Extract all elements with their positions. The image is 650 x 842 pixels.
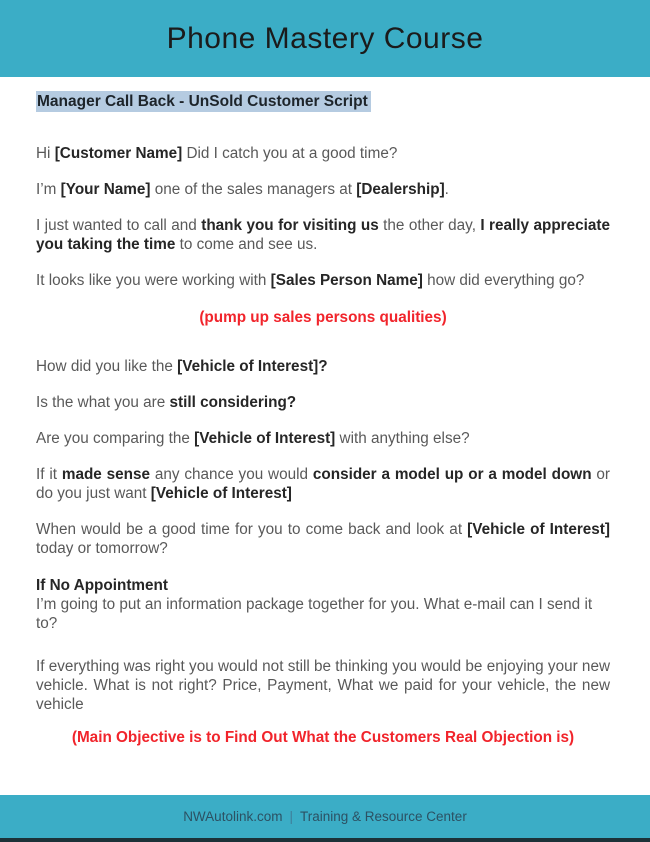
coaching-note-main-objective: (Main Objective is to Find Out What the Customers Real Objection is) bbox=[71, 729, 575, 746]
script-bold-segment: [Vehicle of Interest] bbox=[150, 485, 292, 502]
script-bold-segment: [Vehicle of Interest] bbox=[467, 521, 610, 538]
script-bold-segment: [Your Name] bbox=[60, 181, 151, 198]
header-banner bbox=[0, 0, 650, 77]
script-text-segment: Is the what you are bbox=[36, 394, 170, 411]
script-heading-highlight: Manager Call Back - UnSold Customer Script bbox=[36, 91, 371, 112]
script-paragraph-greeting bbox=[36, 144, 610, 163]
script-bold-segment: If No Appointment bbox=[36, 577, 168, 594]
footer-label: Training & Resource Center bbox=[299, 809, 467, 824]
script-paragraph-vehicle-liked bbox=[36, 357, 610, 376]
footer-separator: | bbox=[289, 809, 293, 824]
script-paragraph-objection-probe bbox=[36, 657, 610, 714]
script-text-segment: with anything else? bbox=[335, 430, 470, 447]
script-text-segment: Are you comparing the bbox=[36, 430, 195, 447]
page-title: Phone Mastery Course bbox=[166, 21, 484, 55]
script-bold-segment: [Dealership] bbox=[356, 181, 445, 198]
script-text-segment: to come and see us. bbox=[175, 236, 318, 253]
script-text-segment: any chance you would bbox=[150, 466, 313, 483]
script-text-segment: If it bbox=[36, 466, 62, 483]
script-text-segment: I’m bbox=[36, 181, 61, 198]
coaching-note-pump-up: (pump up sales persons qualities) bbox=[199, 309, 447, 326]
script-bold-segment: still considering? bbox=[169, 394, 297, 411]
script-text-segment: how did everything go? bbox=[422, 272, 585, 289]
script-bold-segment: [Vehicle of Interest] bbox=[194, 430, 336, 447]
script-text-segment: It looks like you were working with bbox=[36, 272, 271, 289]
script-paragraph-introduction bbox=[36, 180, 610, 199]
page-bottom-edge bbox=[0, 838, 650, 842]
script-paragraph-still-considering bbox=[36, 393, 610, 412]
script-text-segment: Did I catch you at a good time? bbox=[182, 145, 398, 162]
script-content bbox=[0, 77, 650, 747]
script-bold-segment: [Sales Person Name] bbox=[270, 272, 423, 289]
script-text-segment: Hi bbox=[36, 145, 55, 162]
script-bold-segment: I really appreciate you taking the time bbox=[36, 217, 610, 253]
footer-site-name: NWAutolink.com bbox=[183, 809, 283, 824]
script-text-segment: today or tomorrow? bbox=[36, 540, 168, 557]
footer-bar bbox=[0, 795, 650, 838]
script-paragraph-information-package bbox=[36, 595, 610, 633]
script-paragraph-come-back bbox=[36, 520, 610, 558]
script-bold-segment: thank you for visiting us bbox=[201, 217, 379, 234]
script-text-segment: one of the sales managers at bbox=[150, 181, 357, 198]
script-text-segment: How did you like the bbox=[36, 358, 178, 375]
script-text-segment: I just wanted to call and bbox=[36, 217, 202, 234]
script-paragraph-thank-you bbox=[36, 216, 610, 254]
script-text-segment: . bbox=[444, 181, 449, 198]
script-bold-segment: made sense bbox=[61, 466, 151, 483]
script-text-segment: the other day, bbox=[378, 217, 481, 234]
script-text-segment: I’m going to put an information package together for you. What e-mail can I send it to? bbox=[36, 596, 593, 632]
script-paragraph-comparing bbox=[36, 429, 610, 448]
script-paragraph-salesperson bbox=[36, 271, 610, 290]
script-text-segment: or do you just want bbox=[36, 466, 611, 502]
script-subheading-no-appointment bbox=[36, 576, 610, 595]
script-paragraph-model-up-down bbox=[36, 465, 610, 503]
script-bold-segment: [Customer Name] bbox=[54, 145, 183, 162]
script-bold-segment: [Vehicle of Interest]? bbox=[177, 358, 328, 375]
script-bold-segment: consider a model up or a model down bbox=[312, 466, 592, 483]
script-text-segment: If everything was right you would not still be thinking you would be enjoying your new vehicle. What is not right? Price, Payment, What we paid for your vehicle, the new vehicle bbox=[36, 658, 610, 713]
script-heading bbox=[36, 92, 610, 111]
script-text-segment: When would be a good time for you to come back and look at bbox=[36, 521, 468, 538]
